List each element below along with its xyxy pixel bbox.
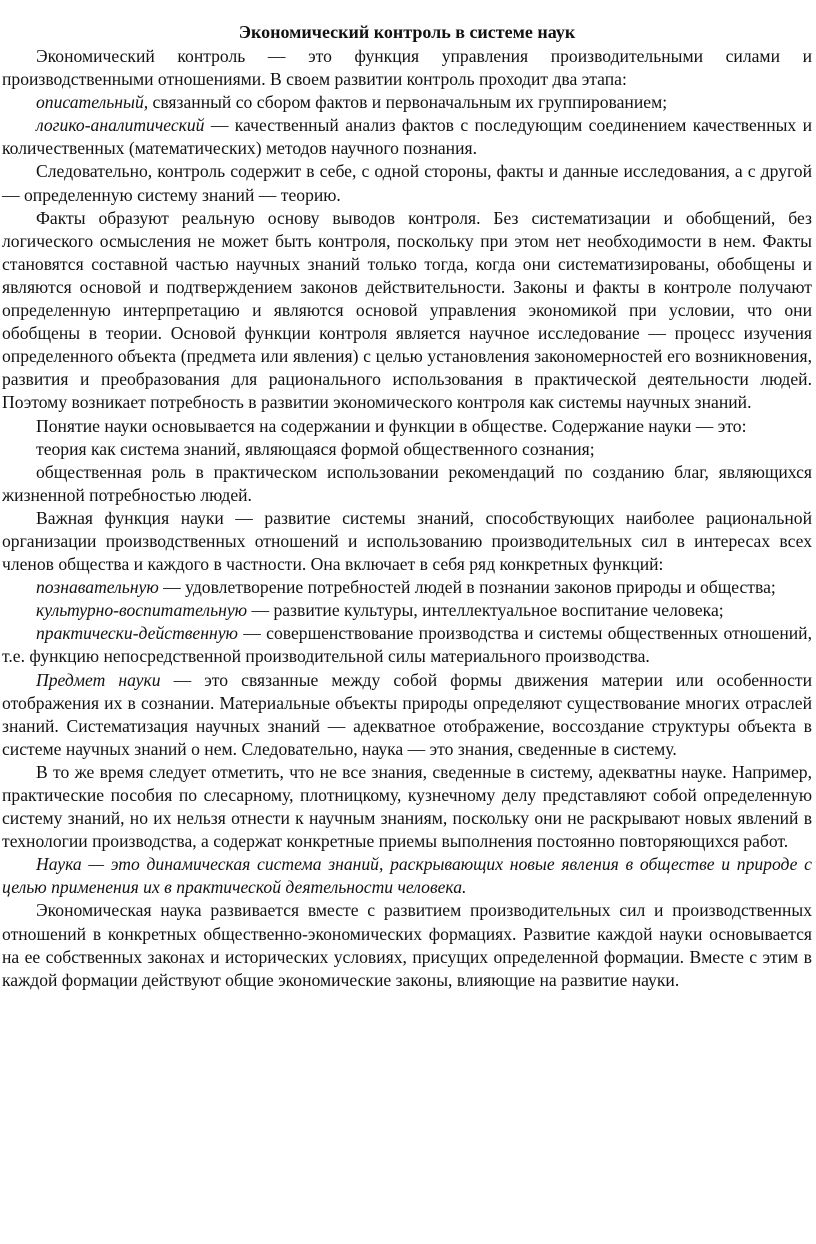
paragraph-not-all-knowledge: В то же время следует отметить, что не все знания, сведенные в систему, адекватны науке. Например, практические пособия по слесарному, плотницкому, кузнечному делу представляют собой определенную систему знаний, но их нельзя отнести к научным знаниям, поскольку они не раскрывают новых явлений в технологии производства, а содержат конкретные приемы выполнения постоянно повторяющихся работ.: [2, 761, 812, 852]
paragraph-social-role: общественная роль в практическом использовании рекомендаций по созданию благ, являющихся жизненной потребностью людей.: [2, 461, 812, 505]
paragraph-science-definition: Наука — это динамическая система знаний, раскрывающих новые явления в обществе и природе с целью применения их в практической деятельности человека.: [2, 854, 812, 898]
paragraph-economic-science: Экономическая наука развивается вместе с развитием производительных сил и производственных отношений в конкретных общественно-экономических формациях. Развитие каждой науки основывается на ее собственных законах и исторических условиях, присущих определенной формации. Вместе с этим в каждой формации действуют общие экономические законы, влияющие на развитие науки.: [2, 900, 812, 990]
term-analytical: логико-аналитический: [36, 115, 205, 136]
term-cognitive: познавательную: [36, 577, 159, 598]
paragraph-consequently: Следовательно, контроль содержит в себе, с одной стороны, факты и данные исследования, а с другой — определенную систему знаний — теорию.: [2, 161, 812, 205]
paragraph-facts: Факты образуют реальную основу выводов контроля. Без систематизации и обобщений, без логического осмысления не может быть контроля, поскольку при этом нет необходимости в нем. Факты становятся составной частью научных знаний только тогда, когда они систематизированы, обобщены и являются основой и подтверждением законов действительности. Законы и факты в контроле получают определенную интерпретацию и являются основой управления экономикой при условии, что они обобщены в теории. Основой функции контроля является научное исследование — процесс изучения определенного объекта (предмета или явления) с целью установления закономерностей его возникновения, развития и преобразования для рационального использования в практической деятельности людей. Поэтому возникает потребность в развитии экономического контроля как системы научных знаний.: [2, 207, 812, 413]
paragraph-stage-descriptive: [2, 91, 812, 114]
paragraph-important-function: Важная функция науки — развитие системы знаний, способствующих наиболее рациональной организации производственных отношений и использованию производительных сил в интересах всех членов общества и каждого в частности. Она включает в себя ряд конкретных функций:: [2, 507, 812, 575]
cultural-text: — развитие культуры, интеллектуальное воспитание человека;: [247, 600, 724, 621]
paragraph-cognitive: [2, 576, 812, 599]
term-cultural: культурно-воспитательную: [36, 600, 248, 621]
stage-descriptive-text: связанный со сбором фактов и первоначальным их группированием;: [148, 92, 668, 113]
term-descriptive: описательный,: [36, 92, 149, 113]
paragraph-science-concept: Понятие науки основывается на содержании и функции в обществе. Содержание науки — это:: [36, 415, 747, 436]
paragraph-subject: [2, 669, 812, 761]
cognitive-text: — удовлетворение потребностей людей в познании законов природы и общества;: [158, 577, 776, 598]
paragraph-practical: [2, 622, 812, 668]
document-title: Экономический контроль в системе наук: [238, 22, 576, 42]
term-subject: Предмет науки: [36, 669, 161, 690]
stage-analytical-text: — качественный анализ фактов с последующим соединением качественных и количественных (математических) методов научного познания.: [2, 115, 812, 159]
paragraph-intro: Экономический контроль — это функция управления производительными силами и производственными отношениями. В своем развитии контроль проходит два этапа:: [2, 46, 812, 90]
term-practical: практически-действенную: [36, 623, 238, 644]
paragraph-cultural: [2, 599, 812, 622]
paragraph-theory: теория как система знаний, являющаяся формой общественного сознания;: [36, 438, 595, 459]
subject-text: — это связанные между собой формы движения материи или особенности отображения их в сознании. Материальные объекты природы определяют существование многих отраслей знаний. Систематизация научных знаний — адекватное отображение, воссоздание структуры объекта в системе научных знаний о нем. Следовательно, наука — это знания, сведенные в систему.: [2, 669, 812, 759]
practical-text: — совершенствование производства и системы общественных отношений, т.е. функцию непосредственной производительной силы материального производства.: [2, 623, 812, 667]
paragraph-stage-analytical: [2, 114, 812, 160]
